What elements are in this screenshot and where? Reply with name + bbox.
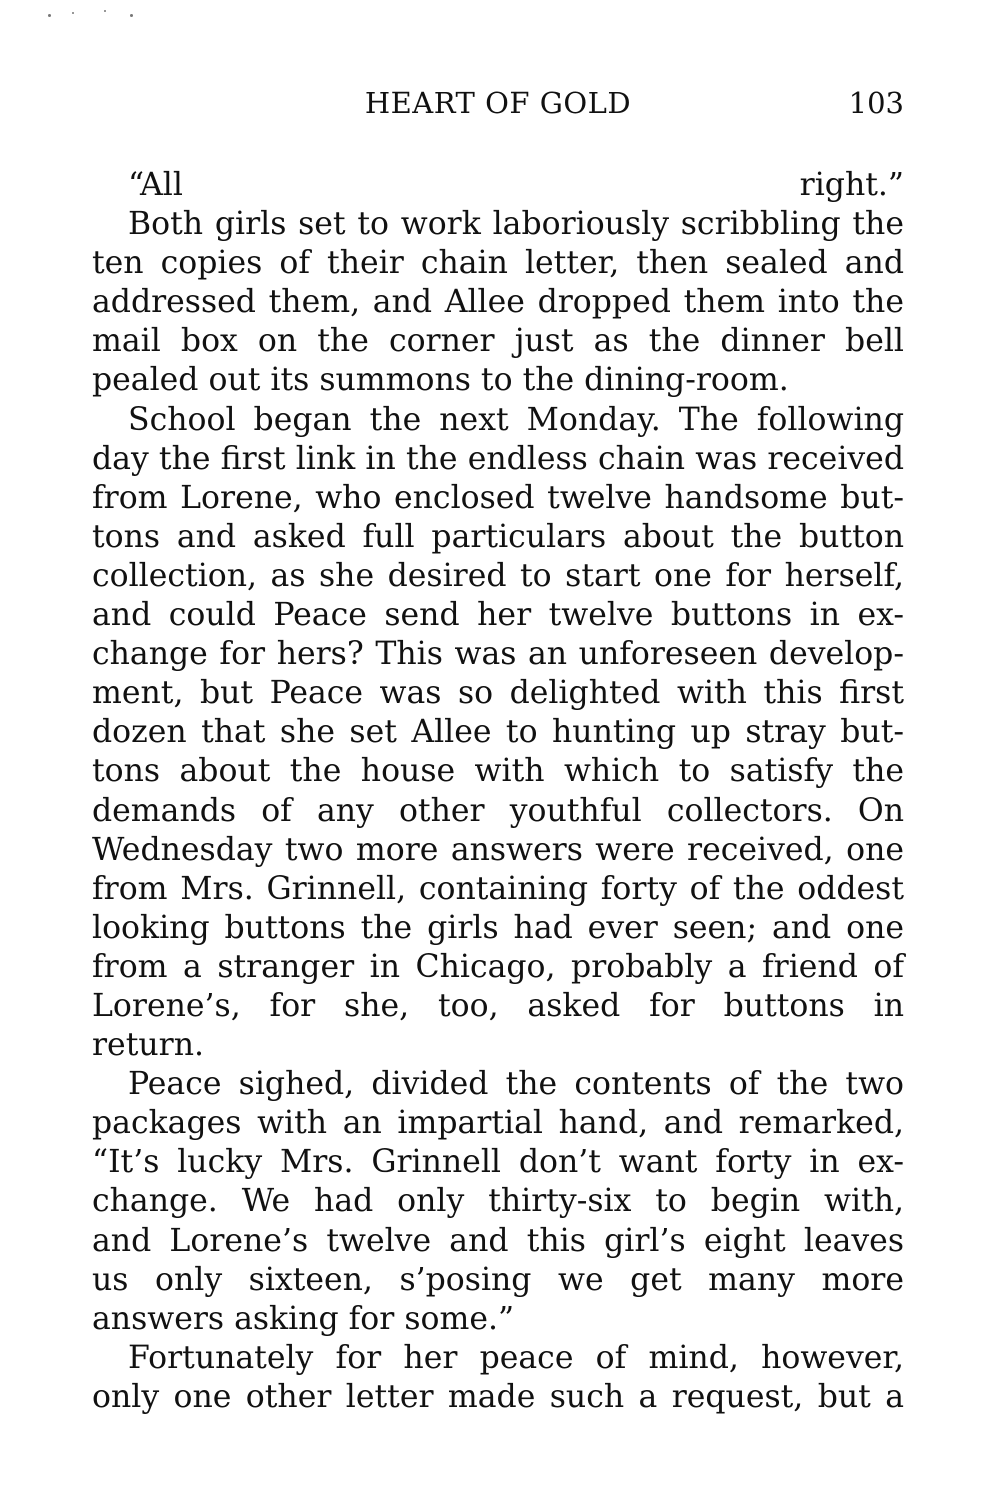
text-line: pealed out its summons to the dining-room.	[92, 362, 789, 399]
text-line: “All right.”	[128, 167, 904, 203]
paper-speck	[130, 14, 133, 17]
text-line: day the first link in the endless chain was received	[92, 440, 904, 477]
text-line: mail box on the corner just as the dinner bell	[92, 323, 904, 360]
text-line: answers asking for some.”	[92, 1300, 515, 1337]
body-text	[92, 166, 904, 1417]
text-line: tons and asked full particulars about the button	[92, 518, 904, 555]
text-line: Peace sighed, divided the contents of the two	[128, 1066, 904, 1103]
text-line: Lorene’s, for she, too, asked for buttons in	[92, 987, 904, 1024]
text-line: and Lorene’s twelve and this girl’s eight leaves	[92, 1222, 904, 1259]
running-header	[92, 86, 904, 126]
text-line: us only sixteen, s’posing we get many more	[92, 1261, 904, 1298]
running-title: HEART OF GOLD	[364, 86, 632, 120]
paper-speck	[104, 10, 106, 12]
text-line: “It’s lucky Mrs. Grinnell don’t want forty in ex-	[92, 1144, 904, 1181]
text-line: from Mrs. Grinnell, containing forty of the oddest	[92, 870, 904, 907]
page-number: 103	[848, 86, 904, 120]
text-line: dozen that she set Allee to hunting up stray but-	[92, 714, 904, 751]
text-line: tons about the house with which to satisfy the	[92, 753, 904, 790]
text-line: collection, as she desired to start one for herself,	[92, 557, 904, 594]
text-line: from Lorene, who enclosed twelve handsome but-	[92, 479, 904, 516]
text-line: addressed them, and Allee dropped them into the	[92, 284, 904, 321]
text-line: looking buttons the girls had ever seen; and one	[92, 909, 904, 946]
paper-speck	[72, 12, 74, 14]
paper-speck	[48, 14, 51, 17]
text-line: Both girls set to work laboriously scribbling the	[128, 206, 904, 243]
text-line: ten copies of their chain letter, then sealed and	[92, 245, 904, 282]
text-line: packages with an impartial hand, and remarked,	[92, 1105, 904, 1142]
text-line: demands of any other youthful collectors. On	[92, 792, 904, 829]
text-line: return.	[92, 1027, 205, 1064]
text-line: School began the next Monday. The following	[128, 401, 904, 438]
text-line: and could Peace send her twelve buttons in ex-	[92, 597, 904, 634]
text-line: from a stranger in Chicago, probably a friend of	[92, 948, 904, 985]
text-line: change for hers? This was an unforeseen develop-	[92, 636, 904, 673]
text-line: Wednesday two more answers were received, one	[92, 831, 904, 868]
text-line: only one other letter made such a request, but a	[92, 1378, 904, 1415]
text-line: ment, but Peace was so delighted with this first	[92, 675, 904, 712]
text-line: Fortunately for her peace of mind, however,	[128, 1339, 904, 1376]
text-line: change. We had only thirty-six to begin with,	[92, 1183, 904, 1220]
